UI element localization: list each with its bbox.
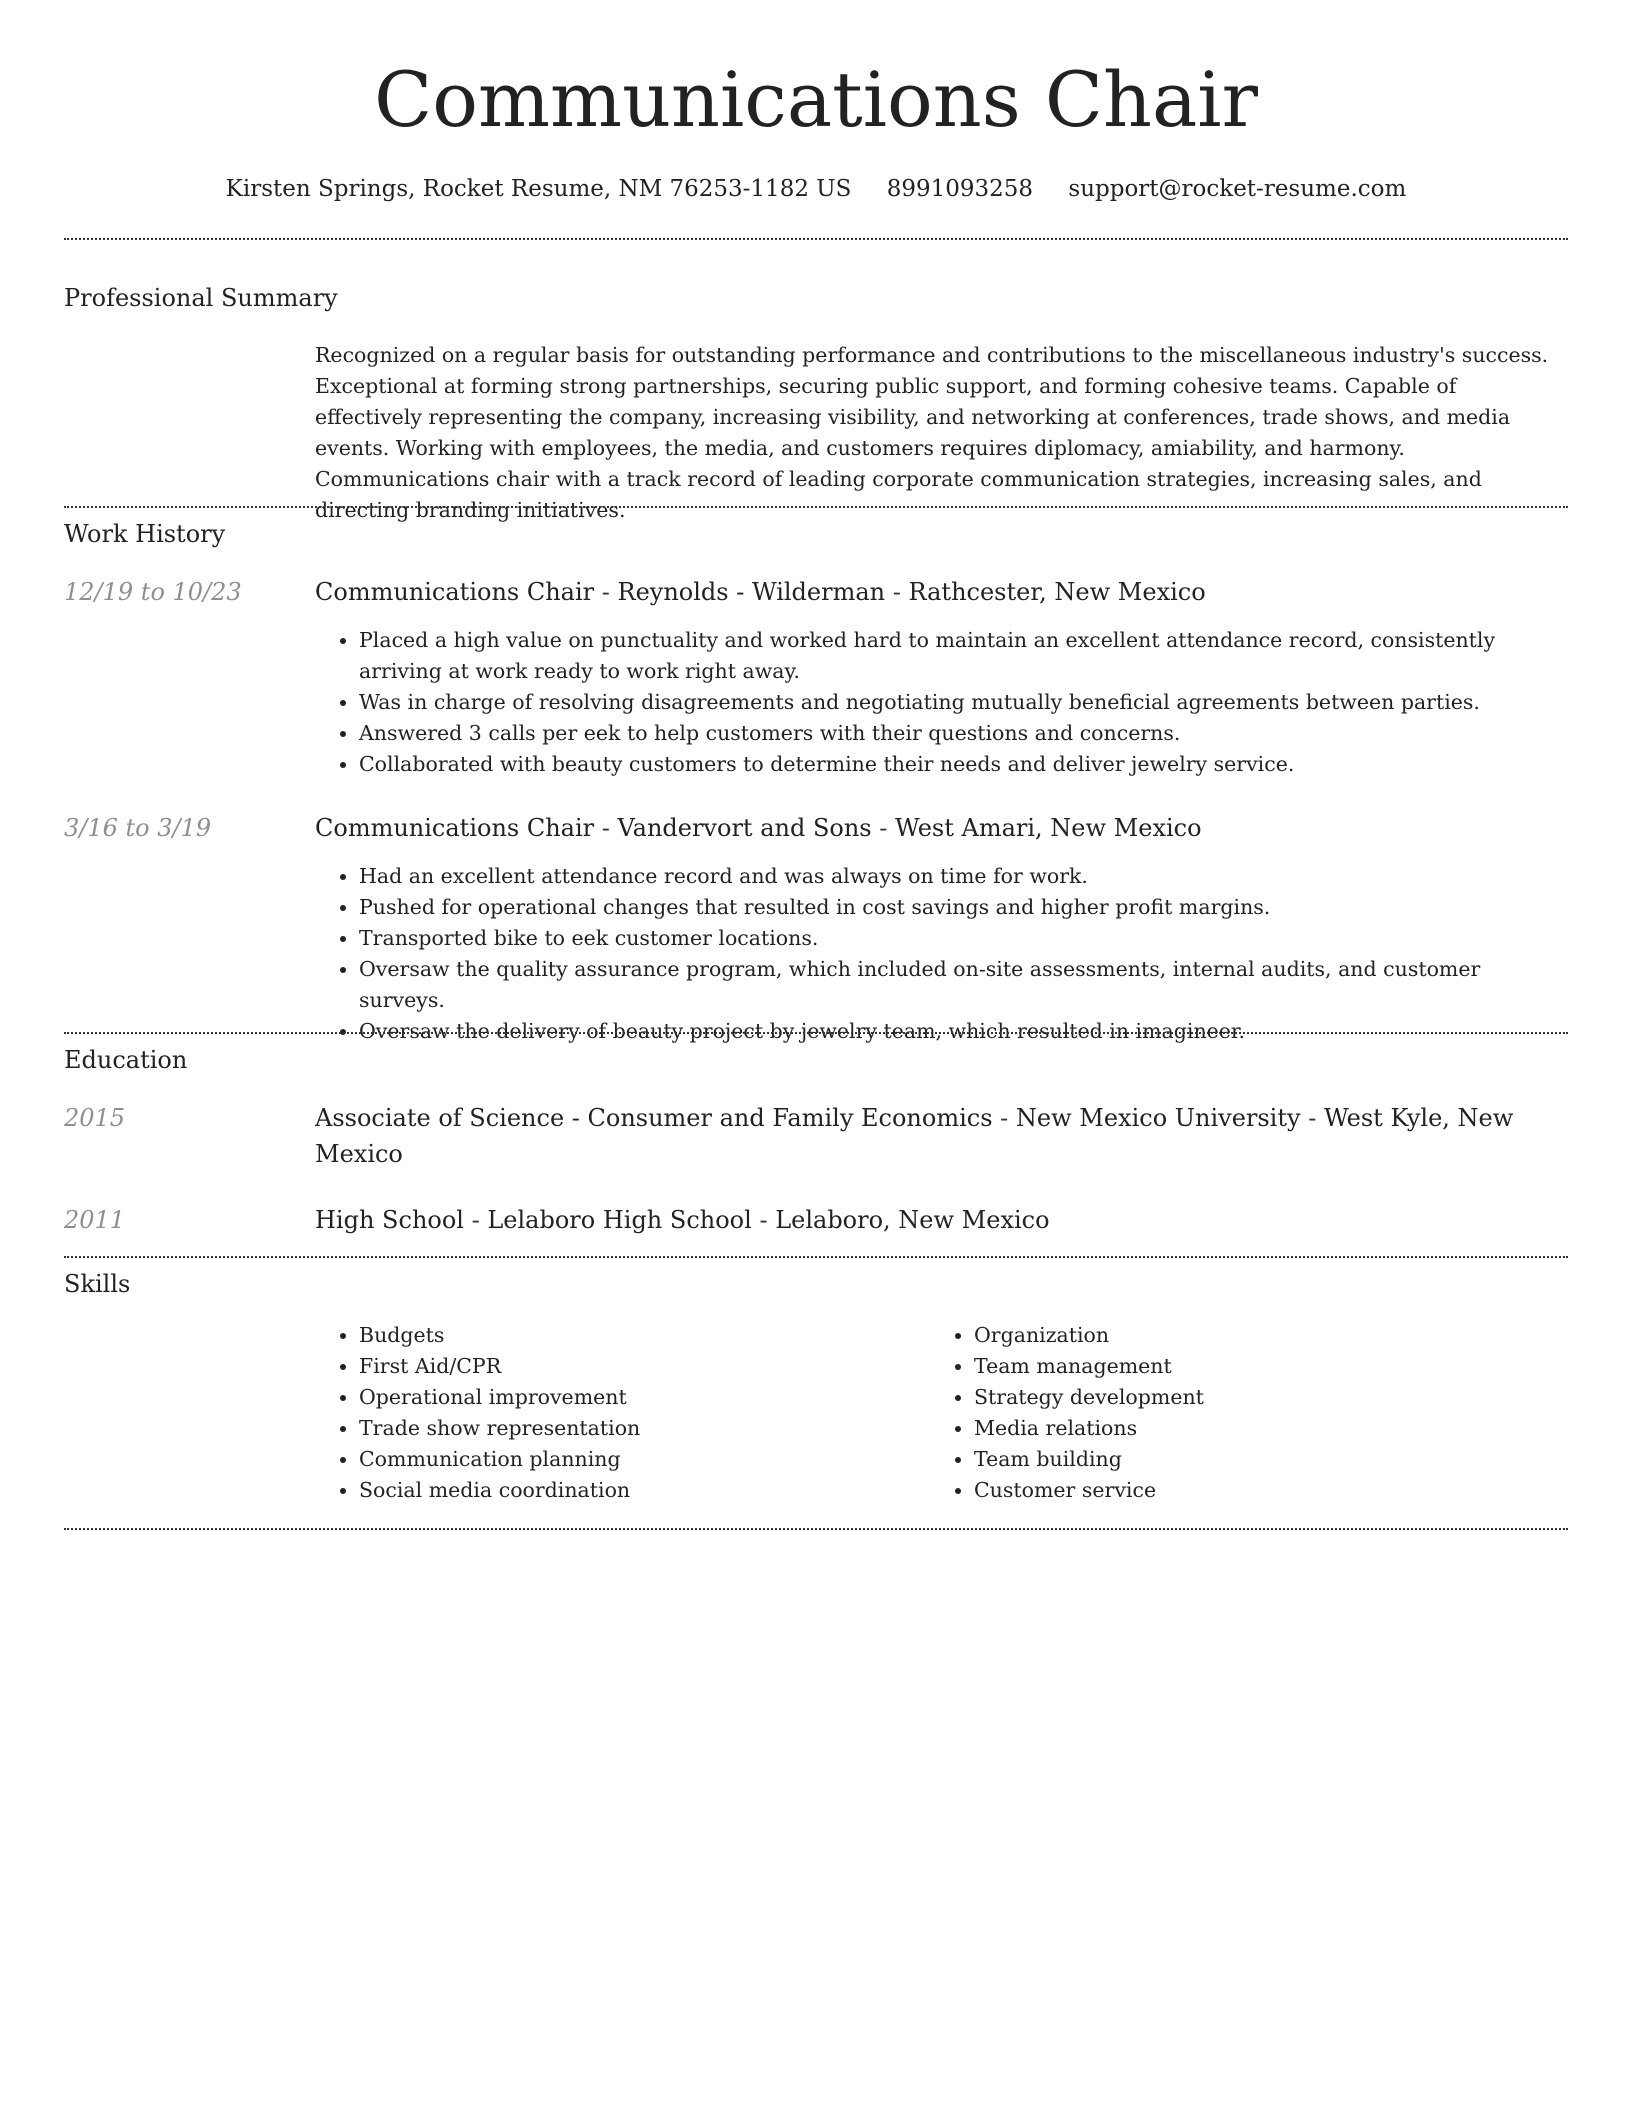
- contact-phone: 8991093258: [886, 176, 1034, 202]
- skills-list-right: [930, 1320, 1530, 1506]
- job-title: Communications Chair: [315, 578, 595, 606]
- job-bullet: • Pushed for operational changes that resulted in cost savings and higher profit margins.: [359, 892, 1567, 923]
- education-separator: -: [463, 1206, 488, 1234]
- job-location: West Amari, New Mexico: [894, 814, 1202, 842]
- job-bullet: • Answered 3 calls per eek to help customers with their questions and concerns.: [359, 718, 1567, 749]
- job-separator: -: [871, 814, 895, 842]
- education-location: Lelaboro, New Mexico: [775, 1206, 1050, 1234]
- job-location: Rathcester, New Mexico: [908, 578, 1206, 606]
- job-bullets: [315, 625, 1567, 780]
- job-bullet: • Was in charge of resolving disagreements and negotiating mutually beneficial agreements between parties.: [359, 687, 1567, 718]
- job-separator: -: [594, 578, 618, 606]
- job-heading: [315, 574, 1206, 610]
- skill-item: • Social media coordination: [359, 1475, 915, 1506]
- section-title-summary: Professional Summary: [64, 284, 338, 312]
- job-company: Vandervort and Sons: [617, 814, 872, 842]
- education-school: Lelaboro High School: [487, 1206, 752, 1234]
- divider: [64, 1256, 1568, 1258]
- skill-item: • Trade show representation: [359, 1413, 915, 1444]
- divider: [64, 1032, 1568, 1034]
- education-degree: High School: [315, 1206, 464, 1234]
- job-bullets: [315, 861, 1567, 1047]
- skill-item: • Team building: [974, 1444, 1530, 1475]
- summary-text: Recognized on a regular basis for outstanding performance and contributions to the miscellaneous industry's success. Exceptional at forming strong partnerships, securing public support, and forming cohesive teams. Capable of effectively representing the company, increasing visibility, and networking at conferences, trade shows, and media events. Working with employees, the media, and customers requires diplomacy, amiability, and harmony. Communications chair with a track record of leading corporate communication strategies, increasing sales, and directing branding initiatives.: [315, 343, 1549, 522]
- skill-item: • First Aid/CPR: [359, 1351, 915, 1382]
- section-title-skills: Skills: [64, 1270, 131, 1298]
- skill-item: • Communication planning: [359, 1444, 915, 1475]
- section-title-work: Work History: [64, 520, 226, 548]
- job-bullet: • Oversaw the quality assurance program, which included on-site assessments, internal audits, and customer surveys.: [359, 954, 1567, 1016]
- job-bullet: • Placed a high value on punctuality and worked hard to maintain an excellent attendance record, consistently arriving at work ready to work right away.: [359, 625, 1567, 687]
- skill-item: • Team management: [974, 1351, 1530, 1382]
- education-degree: Associate of Science - Consumer and Family Economics: [315, 1104, 993, 1132]
- education-school: New Mexico University: [1015, 1104, 1301, 1132]
- skill-item: • Strategy development: [974, 1382, 1530, 1413]
- education-separator: -: [1300, 1104, 1324, 1132]
- job-separator: -: [594, 814, 618, 842]
- job-dates: 3/16 to 3/19: [64, 814, 212, 842]
- section-title-education: Education: [64, 1046, 188, 1074]
- job-title: Communications Chair: [315, 814, 595, 842]
- job-separator: -: [885, 578, 909, 606]
- education-separator: -: [751, 1206, 776, 1234]
- divider: [64, 1528, 1568, 1530]
- job-bullet: • Collaborated with beauty customers to determine their needs and deliver jewelry service.: [359, 749, 1567, 780]
- education-entry: [315, 1100, 1545, 1172]
- job-dates: 12/19 to 10/23: [64, 578, 242, 606]
- education-year: 2015: [64, 1104, 126, 1132]
- contact-email: support@rocket-resume.com: [1068, 176, 1407, 202]
- job-bullet: • Oversaw the delivery of beauty project by jewelry team, which resulted in imagineer.: [359, 1016, 1567, 1047]
- divider: [64, 506, 1568, 508]
- job-heading: [315, 810, 1202, 846]
- education-entry: [315, 1202, 1050, 1238]
- contact-line: [64, 170, 1568, 208]
- education-location: West Kyle, New Mexico: [315, 1104, 1514, 1168]
- skill-item: • Customer service: [974, 1475, 1530, 1506]
- job-bullet: • Transported bike to eek customer locations.: [359, 923, 1567, 954]
- skill-item: • Operational improvement: [359, 1382, 915, 1413]
- divider: [64, 238, 1568, 240]
- skills-list-left: [315, 1320, 915, 1506]
- education-separator: -: [992, 1104, 1016, 1132]
- skill-item: • Organization: [974, 1320, 1530, 1351]
- job-bullet: • Had an excellent attendance record and was always on time for work.: [359, 861, 1567, 892]
- job-company: Reynolds - Wilderman: [617, 578, 886, 606]
- skill-item: • Media relations: [974, 1413, 1530, 1444]
- resume-title: Communications Chair: [374, 55, 1258, 144]
- education-year: 2011: [64, 1206, 126, 1234]
- contact-address: Kirsten Springs, Rocket Resume, NM 76253-1182 US: [225, 176, 852, 202]
- skill-item: • Budgets: [359, 1320, 915, 1351]
